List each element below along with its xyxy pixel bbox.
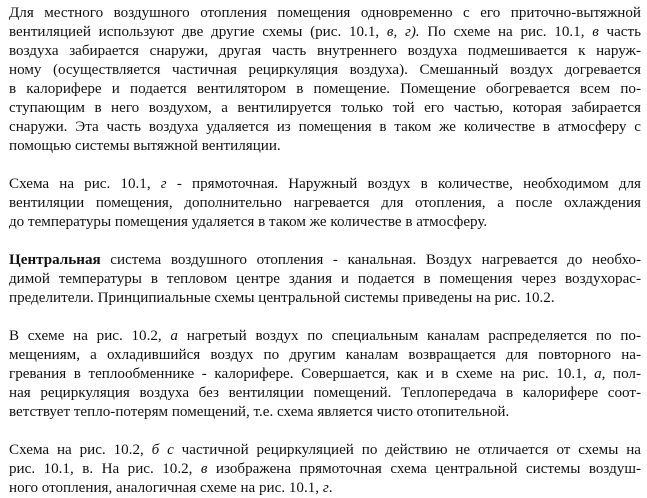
figure-ref-italic: г (322, 480, 329, 496)
text-line (9, 479, 641, 498)
text-line (9, 23, 641, 42)
text-run: ветствует тепло-потерям помещений, т.е. схема является чисто отопительной. (9, 404, 510, 420)
text-line (9, 137, 641, 156)
text-line (9, 80, 641, 99)
text-line (9, 213, 641, 232)
text-line (9, 384, 641, 403)
text-run: нагретый воздух по специальным каналам распределяется по по- (177, 328, 641, 344)
text-line (9, 327, 641, 346)
text-run: помощью системы вытяжной вентиляции. (9, 138, 281, 154)
text-run: воздуха забирается снаружи, другая часть внутреннего воздуха подмешивается к наруж- (9, 43, 641, 59)
figure-ref-italic: а (170, 328, 178, 344)
document-page (9, 4, 641, 498)
text-run: По схеме на рис. 10.1, (419, 24, 593, 40)
text-run: пол- (605, 366, 641, 382)
text-line (9, 99, 641, 118)
text-line (9, 365, 641, 384)
text-line (9, 118, 641, 137)
figure-ref-italic: б с (151, 442, 174, 458)
text-line (9, 270, 641, 289)
paragraph (9, 4, 641, 156)
paragraph (9, 175, 641, 232)
text-line (9, 346, 641, 365)
paragraph (9, 251, 641, 308)
text-run: гревания в теплообменнике - калорифере. Совершается, как и в схеме на рис. 10.1, (9, 366, 595, 382)
text-run: мещениям, а охладившийся воздух по другим каналам возвращается для повторного на- (9, 347, 641, 363)
text-run: В схеме на рис. 10.2, (9, 328, 171, 344)
text-run: . (328, 480, 333, 496)
text-run: ная рециркуляция воздуха без вентиляции помещений. Теплопередача в калорифере соот- (9, 385, 641, 401)
text-run: ного отопления, аналогичная схеме на рис. 10.1, (9, 480, 323, 496)
bold-term: Центральная (9, 252, 101, 268)
text-line (9, 441, 641, 460)
text-run: ступающим в него воздухом, а вентилируется только той его частью, которая забирается (9, 100, 641, 116)
text-run: Схема на рис. 10.2, (9, 442, 152, 458)
text-line (9, 460, 641, 479)
text-run: пределители. Принципиальные схемы центральной системы приведены на рис. 10.2. (9, 290, 555, 306)
text-line (9, 61, 641, 80)
text-run: Для местного воздушного отопления помещения одновременно с его приточно-вытяжной (9, 5, 641, 21)
text-run: снаружи. Эта часть воздуха удаляется из помещения в таком же количестве в атмосферу с (9, 119, 641, 135)
text-run: вентиляции помещения, дополнительно нагревается для отопления, а после охлаждения (9, 195, 641, 211)
paragraph (9, 441, 641, 498)
text-run: частичной рециркуляцией по действию не отличается от схемы на (173, 442, 641, 458)
paragraph (9, 327, 641, 422)
text-run: вентиляцией используют две другие схемы (рис. 10.1, (9, 24, 387, 40)
figure-ref-italic: в (200, 461, 208, 477)
text-line (9, 289, 641, 308)
text-run: до температуры помещения удаляется в таком же количестве в атмосферу. (9, 214, 488, 230)
text-run: часть (598, 24, 641, 40)
figure-ref-italic: г (160, 176, 167, 192)
text-line (9, 403, 641, 422)
figure-ref-italic: в, г). (386, 24, 420, 40)
text-run: система воздушного отопления - канальная. Воздух нагревается до необхо- (100, 252, 641, 268)
document-body (9, 4, 641, 498)
text-run: Схема на рис. 10.1, (9, 176, 161, 192)
text-line (9, 251, 641, 270)
text-line (9, 4, 641, 23)
text-line (9, 175, 641, 194)
figure-ref-italic: в (592, 24, 599, 40)
text-line (9, 194, 641, 213)
text-run: рис. 10.1, в. На рис. 10.2, (9, 461, 201, 477)
text-run: - прямоточная. Наружный воздух в количестве, необходимом для (166, 176, 642, 192)
figure-ref-italic: а, (594, 366, 606, 382)
text-run: изображена прямоточная схема центральной системы воздуш- (207, 461, 641, 477)
text-run: ному (осуществляется частичная рециркуляция воздуха). Смешанный воздух догревается (9, 62, 641, 78)
text-line (9, 42, 641, 61)
text-run: в калорифере и подается вентилятором в помещение. Помещение обогревается всем по- (9, 81, 641, 97)
text-run: димой температуры в тепловом центре здания и подается в помещения через воздухорас- (9, 271, 641, 287)
